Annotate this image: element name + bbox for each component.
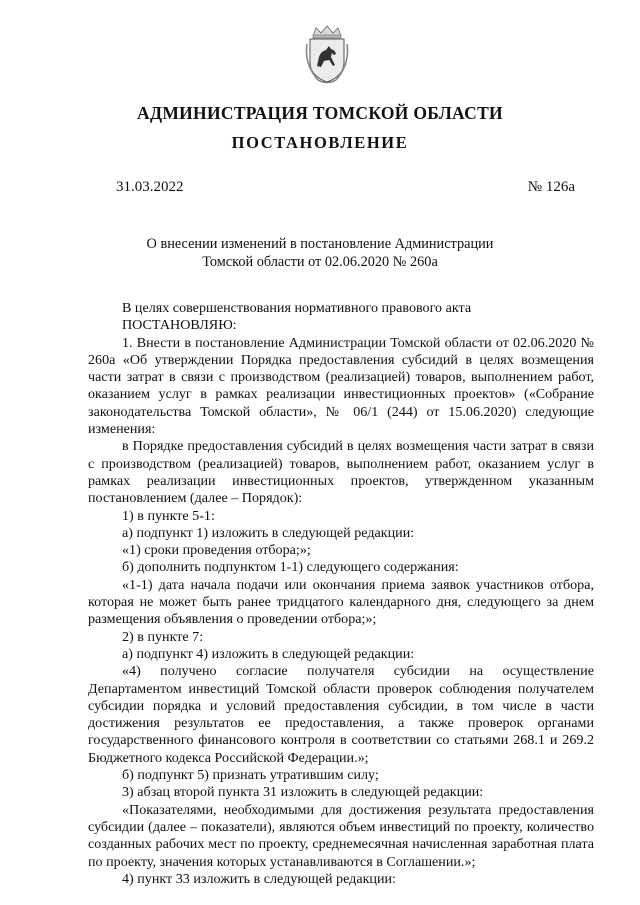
body-paragraph: 3) абзац второй пункта 31 изложить в следующей редакции:: [122, 784, 484, 801]
body-paragraph: «4) получено согласие получателя субсидии на осуществление Департаментом инвестиций Томской области проверок соблюдения получателем субсидии порядка и условий предоставления субсидии, в том числе в части достижения результатов ее предоставления, а также проверок органами государственного финансового контроля в соответствии со статьями 268.1 и 269.2 Бюджетного кодекса Российской Федерации.»;: [88, 663, 594, 766]
tomsk-region-coat-of-arms-icon: [304, 24, 350, 86]
subject-line: Томской области от 02.06.2020 № 260а: [202, 254, 438, 270]
body-paragraph: а) подпункт 1) изложить в следующей редакции:: [122, 524, 415, 541]
document-subject: [100, 235, 540, 271]
document-body: [88, 300, 594, 888]
body-paragraph: 4) пункт 33 изложить в следующей редакции:: [122, 870, 396, 887]
body-paragraph: в Порядке предоставления субсидий в целях возмещения части затрат в связи с производством (реализацией) товаров, выполнением работ, оказанием услуг в рамках реализации инвестиционных проектов, утвержденном указанным постановлением (далее – Порядок):: [88, 438, 594, 507]
document-type-title: ПОСТАНОВЛЕНИЕ: [231, 133, 409, 152]
subject-line: О внесении изменений в постановление Администрации: [146, 236, 494, 252]
body-paragraph: а) подпункт 4) изложить в следующей редакции:: [122, 645, 415, 662]
body-paragraph: б) подпункт 5) признать утратившим силу;: [122, 767, 379, 784]
body-paragraph: В целях совершенствования нормативного правового акта: [122, 300, 472, 316]
body-paragraph: 2) в пункте 7:: [122, 628, 204, 645]
body-paragraph: «1-1) дата начала подачи или окончания приема заявок участников отбора, которая не может быть ранее тридцатого календарного дня, следующего за днем размещения объявления о проведении отбора;»;: [88, 576, 594, 628]
document-date: 31.03.2022: [116, 179, 184, 195]
body-paragraph: б) дополнить подпунктом 1-1) следующего содержания:: [122, 559, 459, 576]
document-number: № 126а: [527, 179, 575, 195]
body-paragraph: «Показателями, необходимыми для достижения результата предоставления субсидии (далее – показатели), являются объем инвестиций по проекту, количество созданных рабочих мест по проекту, среднемесячная начисленная заработная плата по проекту, значения которых устанавливаются в Соглашении.»;: [88, 801, 594, 870]
body-paragraph: ПОСТАНОВЛЯЮ:: [122, 317, 237, 334]
body-paragraph: «1) сроки проведения отбора;»;: [122, 542, 311, 559]
organization-title: АДМИНИСТРАЦИЯ ТОМСКОЙ ОБЛАСТИ: [137, 103, 503, 123]
body-paragraph: 1. Внести в постановление Администрации Томской области от 02.06.2020 № 260а «Об утверждении Порядка предоставления субсидий в целях возмещения части затрат в связи с производством (реализацией) товаров, выполнением работ, оказанием услуг в рамках реализации инвестиционных проектов» («Собрание законодательства Томской области», № 06/1 (244) от 15.06.2020) следующие изменения:: [88, 334, 594, 438]
body-paragraph: 1) в пункте 5-1:: [122, 507, 215, 524]
